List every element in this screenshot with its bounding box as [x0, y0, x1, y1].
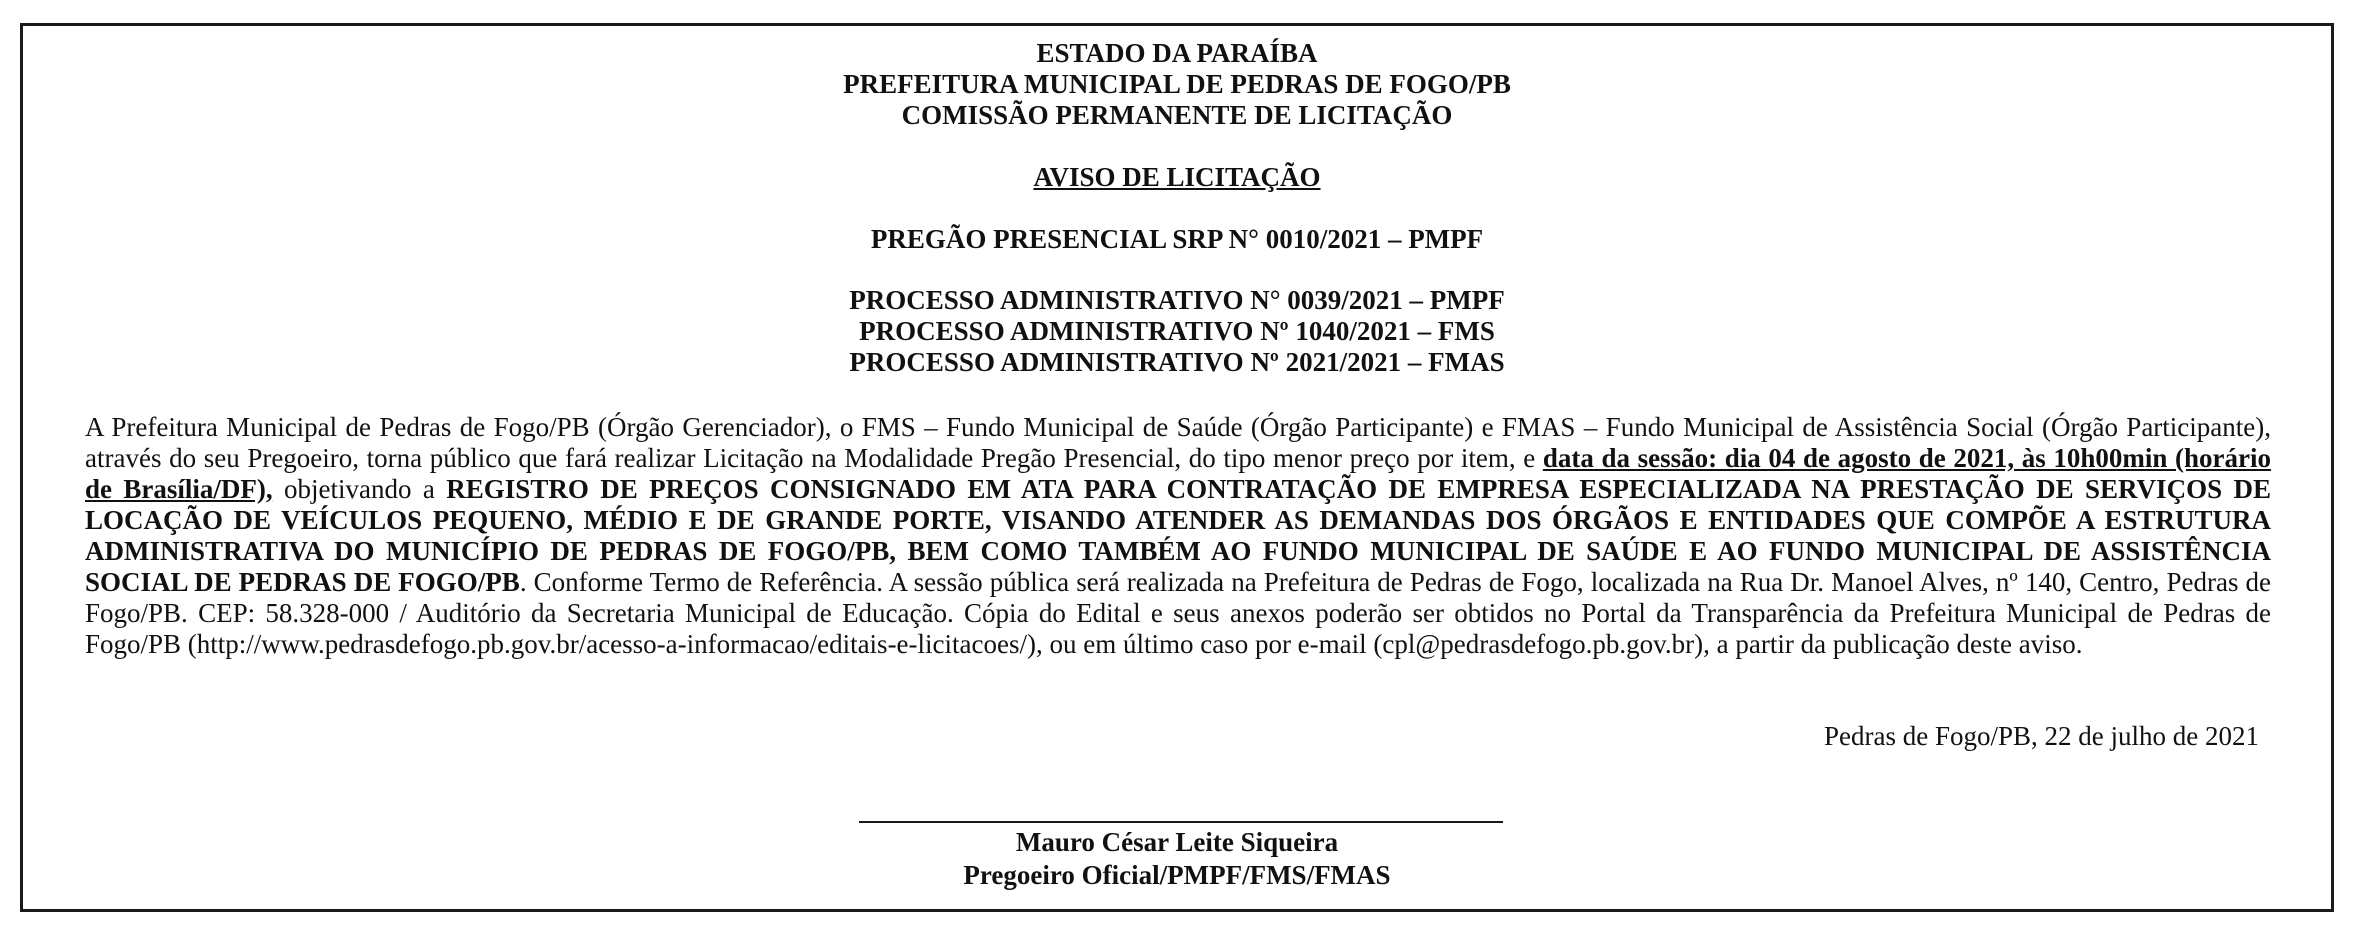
header-commission: COMISSÃO PERMANENTE DE LICITAÇÃO [901, 100, 1453, 130]
signer-role: Pregoeiro Oficial/PMPF/FMS/FMAS [963, 860, 1391, 890]
body-connector: objetivando a [272, 474, 447, 504]
process-list [23, 285, 2331, 378]
signature-line [859, 821, 1503, 823]
header-state: ESTADO DA PARAÍBA [1036, 38, 1318, 68]
header-prefecture: PREFEITURA MUNICIPAL DE PEDRAS DE FOGO/PB [843, 69, 1511, 99]
process-pmpf: PROCESSO ADMINISTRATIVO N° 0039/2021 – PMPF [849, 285, 1505, 315]
signer-name: Mauro César Leite Siqueira [1015, 827, 1339, 857]
notice-body [85, 412, 2271, 660]
body-closing: . Conforme Termo de Referência. A sessão pública será realizada na Prefeitura de Pedras de Fogo, localizada na Rua Dr. Manoel Alves, nº 140, Centro, Pedras de Fogo/PB. CEP: 58.328-000 / Auditório da Secretaria Municipal de Educação. Cópia do Edital e seus anexos poderão ser obtidos no Portal da Transparência da Prefeitura Municipal de Pedras de Fogo/PB (http://www.pedrasdefogo.pb.gov.br/acesso-a-informacao/editais-e-licitacoes/), ou em último caso por e-mail (cpl@pedrasdefogo.pb.gov.br), a partir da publicação deste aviso. [85, 567, 2271, 659]
bid-object: REGISTRO DE PREÇOS CONSIGNADO EM ATA PARA CONTRATAÇÃO DE EMPRESA ESPECIALIZADA NA PRESTAÇÃO DE SERVIÇOS DE LOCAÇÃO DE VEÍCULOS PEQUENO, MÉDIO E DE GRANDE PORTE, VISANDO ATENDER AS DEMANDAS DOS ÓRGÃOS E ENTIDADES QUE COMPÕE A ESTRUTURA ADMINISTRATIVA DO MUNICÍPIO DE PEDRAS DE FOGO/PB, BEM COMO TAMBÉM AO FUNDO MUNICIPAL DE SAÚDE E AO FUNDO MUNICIPAL DE ASSISTÊNCIA SOCIAL DE PEDRAS DE FOGO/PB [85, 474, 2271, 597]
signature-block [23, 826, 2331, 892]
notice-title: AVISO DE LICITAÇÃO [1033, 162, 1321, 192]
notice-frame [20, 23, 2334, 912]
process-fmas: PROCESSO ADMINISTRATIVO Nº 2021/2021 – FMAS [849, 347, 1505, 377]
header [23, 38, 2331, 131]
body-intro: A Prefeitura Municipal de Pedras de Fogo/PB (Órgão Gerenciador), o FMS – Fundo Municipal de Saúde (Órgão Participante) e FMAS – Fundo Municipal de Assistência Social (Órgão Participante), através do seu Pregoeiro, torna público que fará realizar Licitação na Modalidade Pregão Presencial, do tipo menor preço por item, e [85, 412, 2271, 473]
pregao-number: PREGÃO PRESENCIAL SRP N° 0010/2021 – PMPF [870, 224, 1484, 254]
place-date: Pedras de Fogo/PB, 22 de julho de 2021 [1824, 721, 2259, 751]
session-date: data da sessão: dia 04 de agosto de 2021, às 10h00min (horário de Brasília/DF), [85, 443, 2272, 504]
process-fms: PROCESSO ADMINISTRATIVO Nº 1040/2021 – FMS [859, 316, 1495, 346]
